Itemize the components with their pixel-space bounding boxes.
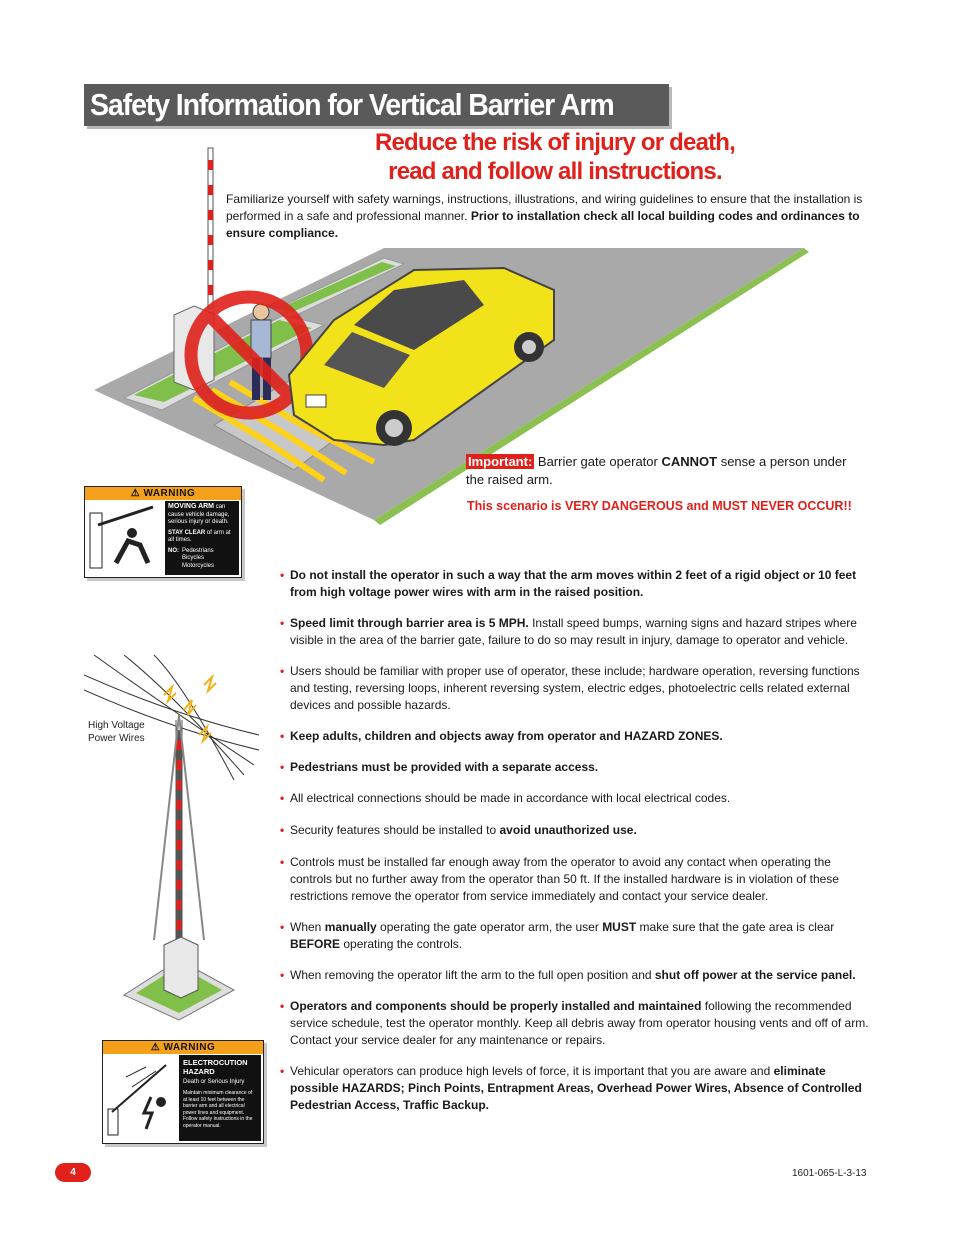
operator-box-2	[164, 937, 198, 998]
list-item: • Security features should be installed to avoid unauthorized use.	[280, 822, 870, 839]
hv-label-line-1: High Voltage	[88, 720, 145, 731]
document-code: 1601-065-L-3-13	[792, 1168, 867, 1179]
page-title-bar	[84, 84, 669, 126]
list-item: • Pedestrians must be provided with a separate access.	[280, 759, 870, 776]
danger-statement: This scenario is VERY DANGEROUS and MUST NEVER OCCUR!!	[467, 499, 852, 513]
hv-label-line-2: Power Wires	[88, 733, 145, 744]
warning1-line1-bold: MOVING ARM	[168, 503, 215, 510]
important-note	[466, 453, 866, 489]
warning1-no-item: Bicycles	[182, 555, 205, 561]
barrier-arm	[208, 148, 213, 308]
safety-bullet-list	[280, 567, 870, 1114]
list-item: • Operators and components should be properly installed and maintained following the recommended service schedule, test the operator monthly. Keep all debris away from operator housing vents and off of arm. Contact your service dealer for any maintenance or repairs.	[280, 998, 870, 1049]
warning1-line2-bold: STAY CLEAR	[168, 529, 206, 536]
list-item: • Speed limit through barrier area is 5 MPH. Install speed bumps, warning signs and hazard stripes where visible in the area of the barrier gate, failure to do so may result in injury, damage to operator and vehicle.	[280, 615, 870, 649]
warning-header: ⚠ WARNING	[85, 487, 241, 500]
important-label: Important:	[468, 454, 533, 469]
page-number: 4	[55, 1163, 91, 1182]
intro-paragraph	[226, 191, 876, 242]
power-wires	[84, 655, 259, 780]
warning-body-text	[165, 501, 239, 575]
list-item: • Controls must be installed far enough away from the operator to avoid any contact when operating the controls but no further away from the operator than 50 ft. If the installed hardware is in violation of these restrictions remove the operator from service immediately and contact your service dealer.	[280, 854, 870, 905]
high-voltage-label	[88, 719, 145, 745]
warning1-no-item: Pedestrians	[182, 547, 214, 554]
important-bold: CANNOT	[661, 454, 718, 469]
subtitle-line-1: Reduce the risk of injury or death,	[374, 129, 736, 156]
electrocution-pictogram-icon	[106, 1057, 178, 1139]
warning2-hazard-2: HAZARD	[183, 1067, 215, 1076]
list-item: • All electrical connections should be made in accordance with local electrical codes.	[280, 790, 870, 807]
warning-pictogram-arm-icon	[88, 503, 160, 573]
warning1-line2: of arm at all times.	[168, 529, 231, 543]
warning1-no-item: Motorcycles	[182, 562, 215, 569]
list-item: • When manually operating the gate operator arm, the user MUST make sure that the gate area is clear BEFORE operating the controls.	[280, 919, 870, 953]
intro-bold: Prior to installation check all local building codes and ordinances to ensure compliance.	[226, 209, 860, 240]
list-item: • Keep adults, children and objects away from operator and HAZARD ZONES.	[280, 728, 870, 745]
warning1-line1: can cause vehicle damage, serious injury or death.	[168, 504, 230, 525]
warning2-text: Maintain minimum clearance of at least 10 feet between the barrier arm and all electrical power lines and equipment. Follow safety instructions in the operator manual.	[183, 1090, 253, 1129]
list-item: • When removing the operator lift the arm to the full open position and shut off power at the service panel.	[280, 967, 870, 984]
warning-label-moving-arm	[84, 486, 242, 578]
warning-header: ⚠ WARNING	[103, 1041, 263, 1054]
warning2-hazard-1: ELECTROCUTION	[183, 1058, 248, 1067]
list-item: • Do not install the operator in such a way that the arm moves within 2 feet of a rigid object or 10 feet from high voltage power wires with arm in the raised position.	[280, 567, 870, 601]
warning2-subline: Death or Serious Injury	[183, 1079, 245, 1085]
warning-label-electrocution	[102, 1040, 264, 1144]
warning2-body-text	[179, 1055, 261, 1141]
intro-text: Familiarize yourself with safety warnings, instructions, illustrations, and wiring guidelines to ensure that the installation is performed in a safe and professional manner.	[226, 192, 863, 223]
high-voltage-illustration	[84, 655, 259, 1025]
important-text-1: Barrier gate operator	[534, 454, 662, 469]
list-item: • Users should be familiar with proper use of operator, these include; hardware operation, reversing functions and testing, reversing loops, inherent reversing system, electric edges, photoelectric cells related external devices and possible hazards.	[280, 663, 870, 714]
subtitle-line-2: read and follow all instructions.	[388, 158, 722, 185]
warning1-no-label: NO:	[168, 547, 179, 554]
important-text-2: sense a person under the raised arm.	[466, 454, 847, 487]
page-title: Safety Information for Vertical Barrier Arm	[90, 87, 614, 122]
list-item: • Vehicular operators can produce high levels of force, it is important that you are aware and eliminate possible HAZARDS; Pinch Points, Entrapment Areas, Overhead Power Wires, Absence of Controlled Pedestrian Access, Traffic Backup.	[280, 1063, 870, 1114]
